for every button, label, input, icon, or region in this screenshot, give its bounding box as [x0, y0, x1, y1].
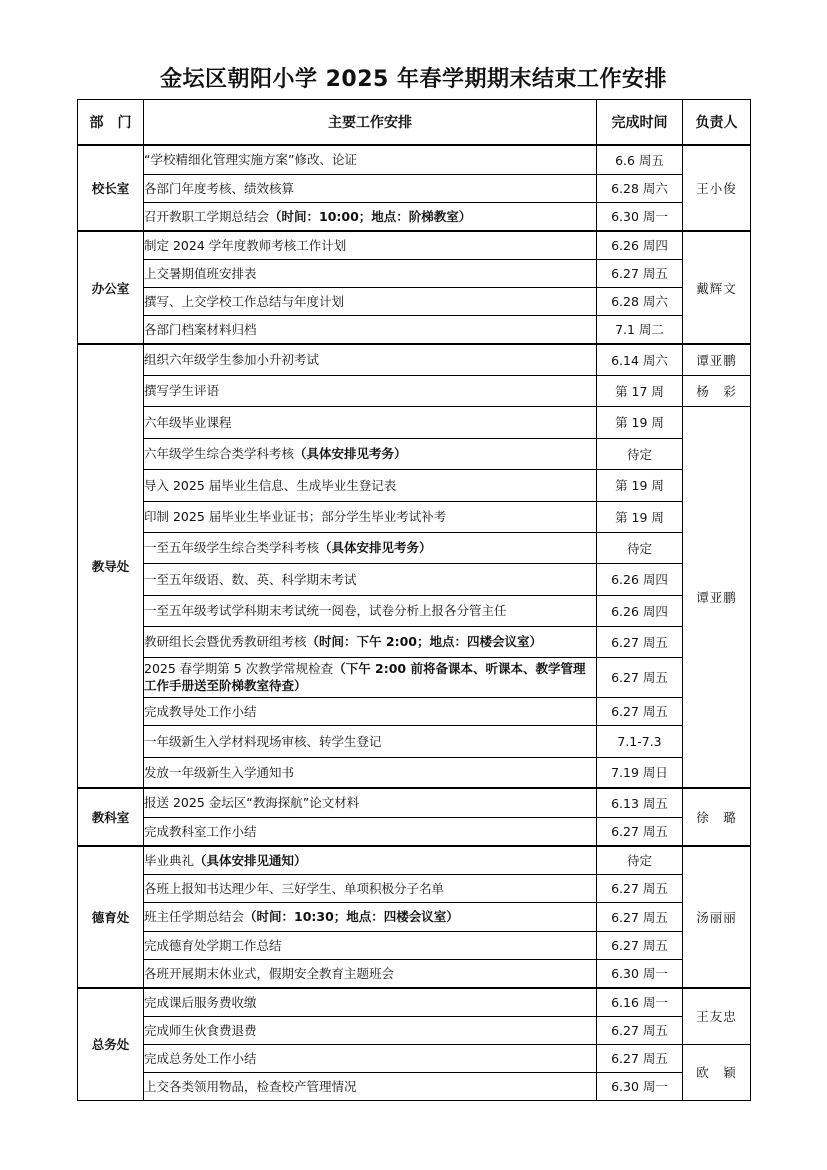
task-cell: 撰写学生评语	[144, 375, 597, 406]
task-cell: 发放一年级新生入学通知书	[144, 757, 597, 788]
person-cell: 汤丽丽	[683, 846, 751, 988]
task-cell: 教研组长会暨优秀教研组考核（时间：下午 2:00；地点：四楼会议室）	[144, 626, 597, 657]
task-cell: 报送 2025 金坛区“教海探航”论文材料	[144, 788, 597, 817]
table-row	[78, 375, 751, 406]
person-cell: 王友忠	[683, 988, 751, 1044]
table-row	[78, 846, 751, 874]
date-cell: 7.19 周日	[597, 757, 683, 788]
table-row	[78, 1016, 751, 1044]
table-row	[78, 259, 751, 287]
table-row	[78, 1072, 751, 1100]
date-cell: 6.30 周一	[597, 202, 683, 231]
date-cell: 6.27 周五	[597, 902, 683, 931]
table-row	[78, 438, 751, 469]
task-cell: 完成德育处学期工作总结	[144, 931, 597, 959]
table-row	[78, 202, 751, 231]
task-cell: 召开教职工学期总结会（时间：10:00；地点：阶梯教室）	[144, 202, 597, 231]
table-row	[78, 1044, 751, 1072]
table-row	[78, 959, 751, 988]
dept-cell: 教导处	[78, 344, 144, 788]
table-row	[78, 501, 751, 532]
task-cell: 各班上报知书达理少年、三好学生、单项积极分子名单	[144, 874, 597, 902]
person-cell: 徐 璐	[683, 788, 751, 846]
date-cell: 6.27 周五	[597, 626, 683, 657]
date-cell: 6.27 周五	[597, 817, 683, 846]
table-row	[78, 931, 751, 959]
date-cell: 6.30 周一	[597, 1072, 683, 1100]
task-cell: 撰写、上交学校工作总结与年度计划	[144, 287, 597, 315]
header-task: 主要工作安排	[144, 100, 597, 146]
date-cell: 第 17 周	[597, 375, 683, 406]
table-row	[78, 725, 751, 757]
date-cell: 6.26 周四	[597, 563, 683, 595]
date-cell: 6.27 周五	[597, 697, 683, 725]
task-cell: 六年级学生综合类学科考核（具体安排见考务）	[144, 438, 597, 469]
date-cell: 6.27 周五	[597, 1016, 683, 1044]
task-cell: 一至五年级语、数、英、科学期末考试	[144, 563, 597, 595]
table-row	[78, 697, 751, 725]
dept-cell: 总务处	[78, 988, 144, 1100]
header-row	[78, 100, 751, 146]
page-title: 金坛区朝阳小学 2025 年春学期期末结束工作安排	[159, 67, 668, 92]
table-row	[78, 595, 751, 626]
header-person: 负责人	[683, 100, 751, 146]
table-row	[78, 532, 751, 563]
date-cell: 待定	[597, 846, 683, 874]
task-cell: 印制 2025 届毕业生毕业证书；部分学生毕业考试补考	[144, 501, 597, 532]
header-date: 完成时间	[597, 100, 683, 146]
task-cell: 各部门档案材料归档	[144, 315, 597, 344]
date-cell: 第 19 周	[597, 501, 683, 532]
table-row	[78, 287, 751, 315]
date-cell: 第 19 周	[597, 406, 683, 438]
task-cell: 完成教科室工作小结	[144, 817, 597, 846]
table-row	[78, 757, 751, 788]
task-cell: 完成教导处工作小结	[144, 697, 597, 725]
date-cell: 7.1-7.3	[597, 725, 683, 757]
date-cell: 6.27 周五	[597, 931, 683, 959]
date-cell: 6.14 周六	[597, 344, 683, 375]
date-cell: 6.13 周五	[597, 788, 683, 817]
task-cell: 毕业典礼（具体安排见通知）	[144, 846, 597, 874]
task-cell: 2025 春学期第 5 次教学常规检查（下午 2:00 前将备课本、听课本、教学管理工作手册送至阶梯教室待查）	[144, 657, 597, 697]
table-row	[78, 817, 751, 846]
task-cell: 六年级毕业课程	[144, 406, 597, 438]
date-cell: 6.27 周五	[597, 874, 683, 902]
task-cell: 一年级新生入学材料现场审核、转学生登记	[144, 725, 597, 757]
task-cell: 上交暑期值班安排表	[144, 259, 597, 287]
schedule-table	[77, 99, 751, 1101]
task-cell: 一至五年级学生综合类学科考核（具体安排见考务）	[144, 532, 597, 563]
person-cell: 王小俊	[683, 145, 751, 231]
date-cell: 待定	[597, 532, 683, 563]
table-row	[78, 344, 751, 375]
date-cell: 6.27 周五	[597, 657, 683, 697]
task-cell: 组织六年级学生参加小升初考试	[144, 344, 597, 375]
table-row	[78, 406, 751, 438]
task-cell: 完成师生伙食费退费	[144, 1016, 597, 1044]
table-row	[78, 626, 751, 657]
date-cell: 6.28 周六	[597, 287, 683, 315]
task-cell: 各班开展期末休业式，假期安全教育主题班会	[144, 959, 597, 988]
person-cell: 戴辉文	[683, 231, 751, 344]
date-cell: 7.1 周二	[597, 315, 683, 344]
dept-cell: 教科室	[78, 788, 144, 846]
table-row	[78, 788, 751, 817]
person-cell: 谭亚鹏	[683, 406, 751, 788]
task-cell: 班主任学期总结会（时间：10:30；地点：四楼会议室）	[144, 902, 597, 931]
table-row	[78, 231, 751, 259]
table-row	[78, 874, 751, 902]
person-cell: 杨 彩	[683, 375, 751, 406]
date-cell: 6.30 周一	[597, 959, 683, 988]
task-cell: 完成总务处工作小结	[144, 1044, 597, 1072]
date-cell: 6.26 周四	[597, 231, 683, 259]
person-cell: 欧 颖	[683, 1044, 751, 1100]
table-row	[78, 315, 751, 344]
date-cell: 6.26 周四	[597, 595, 683, 626]
date-cell: 6.16 周一	[597, 988, 683, 1016]
task-cell: 导入 2025 届毕业生信息、生成毕业生登记表	[144, 469, 597, 501]
table-row	[78, 902, 751, 931]
task-cell: 上交各类领用物品，检查校产管理情况	[144, 1072, 597, 1100]
task-cell: 制定 2024 学年度教师考核工作计划	[144, 231, 597, 259]
header-dept: 部 门	[78, 100, 144, 146]
table-row	[78, 174, 751, 202]
date-cell: 6.27 周五	[597, 1044, 683, 1072]
task-cell: 各部门年度考核、绩效核算	[144, 174, 597, 202]
date-cell: 6.6 周五	[597, 145, 683, 174]
table-row	[78, 657, 751, 697]
date-cell: 待定	[597, 438, 683, 469]
table-row	[78, 988, 751, 1016]
date-cell: 第 19 周	[597, 469, 683, 501]
date-cell: 6.27 周五	[597, 259, 683, 287]
date-cell: 6.28 周六	[597, 174, 683, 202]
dept-cell: 校长室	[78, 145, 144, 231]
table-row	[78, 563, 751, 595]
task-cell: “学校精细化管理实施方案”修改、论证	[144, 145, 597, 174]
dept-cell: 德育处	[78, 846, 144, 988]
task-cell: 一至五年级考试学科期末考试统一阅卷，试卷分析上报各分管主任	[144, 595, 597, 626]
table-row	[78, 469, 751, 501]
person-cell: 谭亚鹏	[683, 344, 751, 375]
dept-cell: 办公室	[78, 231, 144, 344]
table-row	[78, 145, 751, 174]
task-cell: 完成课后服务费收缴	[144, 988, 597, 1016]
